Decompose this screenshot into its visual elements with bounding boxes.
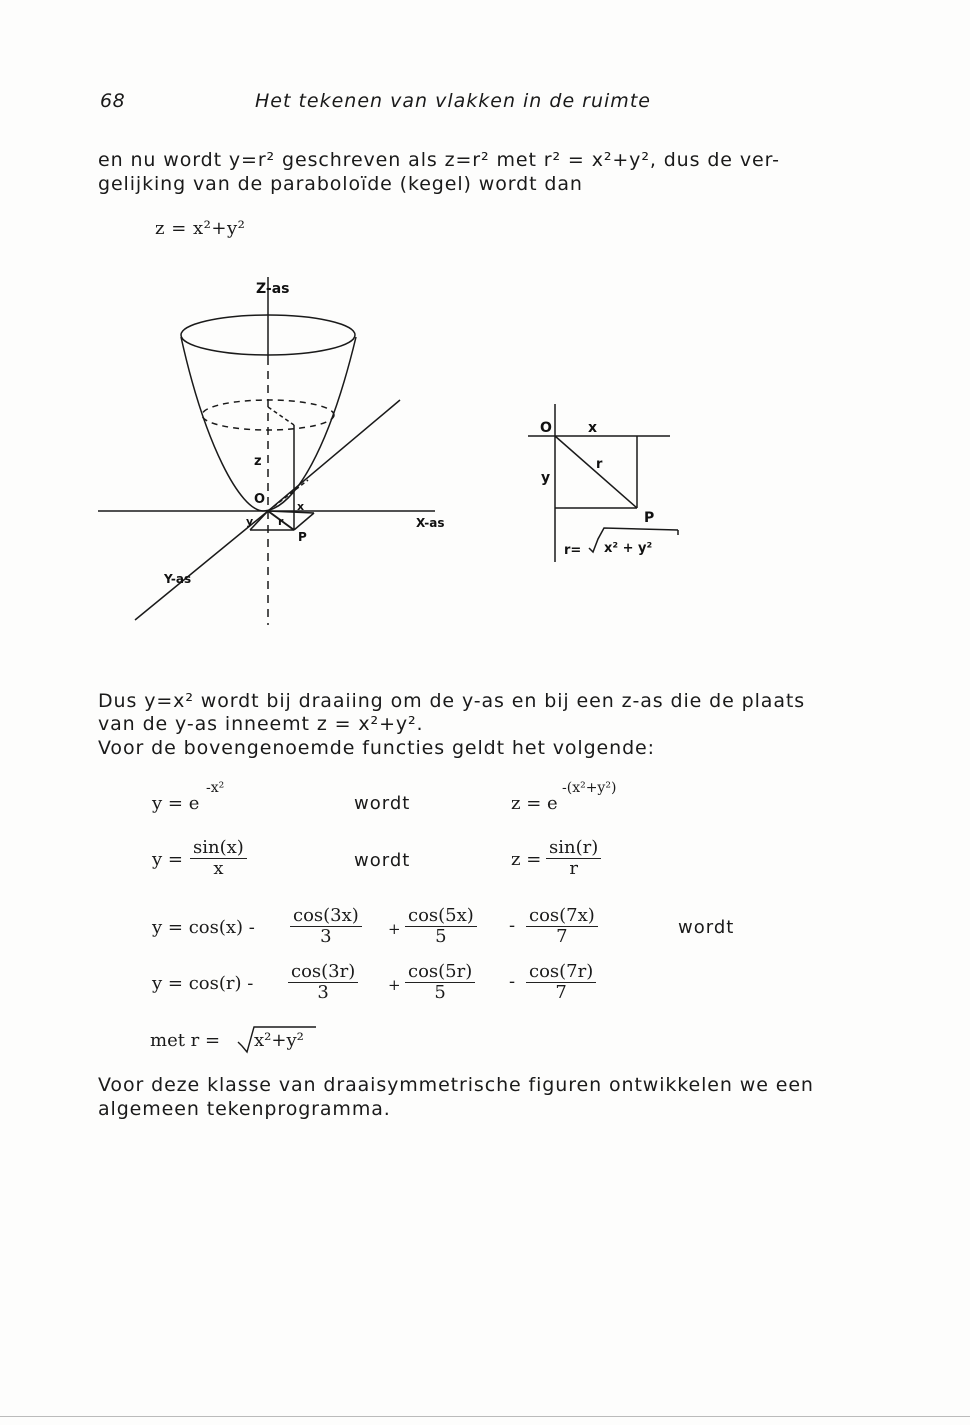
row4-f3-numerator: cos(7r) — [526, 962, 596, 983]
row4-f1-denominator: 3 — [317, 982, 329, 1003]
x-label: x — [588, 420, 598, 436]
p-label: P — [644, 510, 655, 526]
z-label: z — [254, 454, 262, 469]
row3-fraction-2 — [405, 906, 477, 947]
r-label: r — [596, 457, 603, 472]
r-diagonal — [555, 436, 637, 508]
row1-right-exponent: -(x²+y²) — [562, 780, 617, 796]
page-number: 68 — [100, 90, 126, 112]
y-label: y — [541, 470, 551, 486]
x-label: x — [297, 500, 305, 513]
row2-right-denominator: r — [569, 858, 578, 879]
equation-paraboloid: z = x²+y² — [155, 218, 246, 239]
running-title: Het tekenen van vlakken in de ruimte — [255, 90, 651, 112]
row4-plus: + — [388, 976, 401, 994]
paragraph-1-line-2: gelijking van de paraboloïde (kegel) wordt dan — [98, 173, 583, 195]
row3-fraction-3 — [526, 906, 598, 947]
row4-f1-numerator: cos(3r) — [288, 962, 358, 983]
met-prefix: met r = — [150, 1030, 221, 1051]
row2-right-prefix: z = — [511, 849, 542, 870]
origin-label: O — [254, 492, 266, 507]
row3-f1-denominator: 3 — [320, 926, 332, 947]
row1-word: wordt — [354, 793, 411, 814]
x-axis-label: X-as — [416, 516, 445, 530]
origin-label: O — [540, 420, 552, 436]
row4-prefix: y = cos(r) - — [152, 973, 254, 994]
row4-f2-denominator: 5 — [434, 982, 446, 1003]
row4-minus: - — [509, 971, 516, 992]
row3-f3-denominator: 7 — [556, 926, 568, 947]
row4-f2-numerator: cos(5r) — [405, 962, 475, 983]
paragraph-2-line-2: van de y-as inneemt z = x²+y². — [98, 713, 424, 735]
row3-minus: - — [509, 915, 516, 936]
paragraph-1-line-1: en nu wordt y=r² geschreven als z=r² met r² = x²+y², dus de ver- — [98, 149, 780, 171]
met-radicand: x²+y² — [254, 1030, 304, 1051]
row3-prefix: y = cos(x) - — [152, 917, 255, 938]
radius-figure — [520, 400, 690, 570]
y-axis-label: Y-as — [164, 572, 192, 586]
row1-left-exponent: -x² — [206, 780, 225, 796]
paragraph-2-line-3: Voor de bovengenoemde functies geldt het volgende: — [98, 737, 655, 759]
row2-right-numerator: sin(r) — [546, 838, 601, 859]
row4-f3-denominator: 7 — [555, 982, 567, 1003]
paragraph-3-line-2: algemeen tekenprogramma. — [98, 1098, 391, 1120]
row2-left-numerator: sin(x) — [190, 838, 247, 859]
row2-word: wordt — [354, 850, 411, 871]
row3-f3-numerator: cos(7x) — [526, 906, 598, 927]
row3-f2-numerator: cos(5x) — [405, 906, 477, 927]
paragraph-2-line-1: Dus y=x² wordt bij draaiing om de y-as en bij een z-as die de plaats — [98, 690, 806, 712]
paragraph-3-line-1: Voor deze klasse van draaisymmetrische figuren ontwikkelen we een — [98, 1074, 814, 1096]
paraboloid-figure — [90, 275, 470, 635]
row4-fraction-1 — [288, 962, 358, 1003]
row3-f2-denominator: 5 — [435, 926, 447, 947]
y-label: y — [246, 515, 254, 528]
row3-f1-numerator: cos(3x) — [290, 906, 362, 927]
row2-right-fraction — [546, 838, 601, 879]
r-label: r — [278, 515, 284, 528]
row1-left-base: y = e — [152, 793, 200, 814]
row3-plus: + — [388, 920, 401, 938]
r-formula-radicand: x² + y² — [604, 541, 653, 556]
r-formula-prefix: r= — [564, 543, 582, 558]
row4-fraction-2 — [405, 962, 475, 1003]
page-edge-line — [0, 1416, 970, 1417]
row2-left-fraction — [190, 838, 247, 879]
row2-left-denominator: x — [213, 858, 224, 879]
row3-word: wordt — [678, 917, 735, 938]
row4-fraction-3 — [526, 962, 596, 1003]
row1-right-base: z = e — [511, 793, 558, 814]
row2-left-prefix: y = — [152, 849, 183, 870]
row3-fraction-1 — [290, 906, 362, 947]
z-axis-label: Z-as — [256, 281, 290, 297]
p-label: P — [298, 530, 307, 544]
